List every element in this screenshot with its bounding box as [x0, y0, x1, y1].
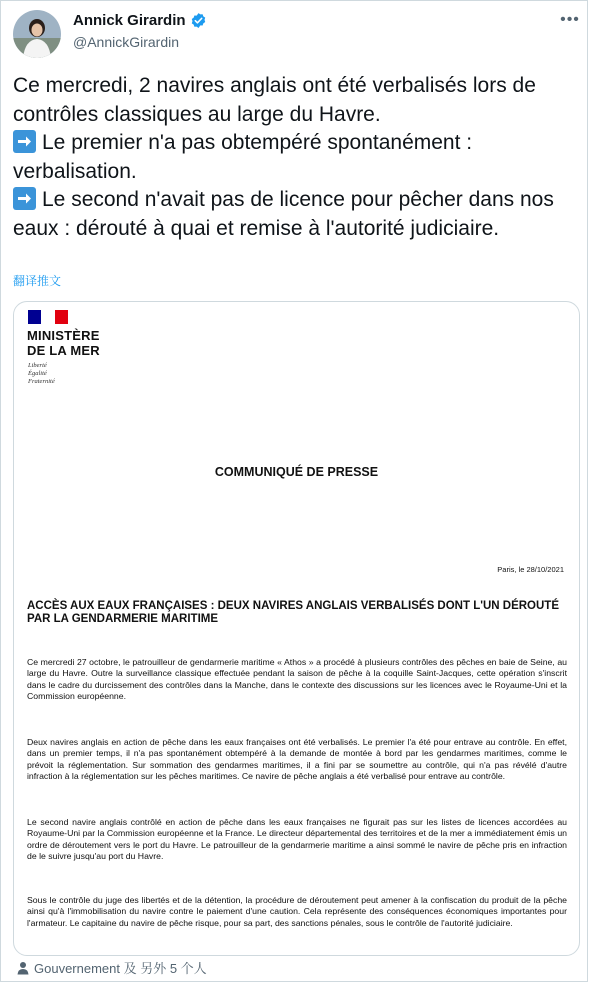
avatar-photo [13, 10, 61, 58]
document-paragraph-4: Sous le contrôle du juge des libertés et de la détention, la procédure de déroutement peut amener à la confiscation du produit de la pêche ainsi qu'à l'immobilisation du navire contre le paiement d'une caution. Cela représente des conséquences économiques importantes pour l'armateur. Le capitaine du navire de pêche risque, pour sa part, des sanctions pénales, sous le contrôle de l'autorité judiciaire. [27, 895, 567, 928]
author-name[interactable]: Annick Girardin [73, 12, 186, 29]
ministry-name [27, 328, 100, 358]
right-arrow-emoji-icon [13, 187, 36, 210]
marianne-logo [28, 310, 68, 324]
document-date: Paris, le 28/10/2021 [497, 565, 564, 574]
tagged-people-link[interactable] [16, 958, 207, 977]
tweet-line-3-text: Le second n'avait pas de licence pour pêcher dans nos eaux : dérouté à quai et remise à l'autorité judiciaire. [13, 188, 554, 240]
verified-badge-icon [190, 12, 207, 29]
motto-fraternite: Fraternité [28, 378, 55, 385]
tweet-line-1: Ce mercredi, 2 navires anglais ont été verbalisés lors de contrôles classiques au large du Havre. [13, 74, 536, 126]
document-paragraph-2: Deux navires anglais en action de pêche dans les eaux françaises ont été verbalisés. Le premier l'a été pour entrave au contrôle. En effet, dans un premier temps, il n'a pas spontanément obtempéré à la demande de montée à bord par les gendarmes maritimes, comme le prévoit la réglementation. Sur sommation des gendarmes maritimes, il a fini par se soumettre au contrôle, qui n'a pas révélé d'autre infraction à la réglementation sur les pêches maritimes. Ce navire de pêche anglais a été verbalisé pour entrave au contrôle. [27, 737, 567, 781]
ministry-line-1: MINISTÈRE [27, 328, 100, 343]
tweet-line-2-text: Le premier n'a pas obtempéré spontanément : verbalisation. [13, 131, 473, 183]
author-name-row[interactable] [73, 12, 207, 29]
tweet-text [13, 72, 579, 243]
document-paragraph-1: Ce mercredi 27 octobre, le patrouilleur de gendarmerie maritime « Athos » a procédé à plusieurs contrôles des pêches en baie de Seine, au large du Havre. Outre la surveillance classique effectuée pendant la saison de pêche à la coquille Saint-Jacques, cette opération s'inscrit dans le cadre du durcissement des contrôles dans la Manche, dans le contexte des discussions sur les licences avec le Royaume-Uni et la Commission européenne. [27, 657, 567, 701]
author-avatar[interactable] [13, 10, 61, 58]
more-options-icon[interactable]: ••• [560, 11, 580, 28]
republic-motto [28, 362, 55, 386]
motto-egalite: Égalité [28, 370, 47, 377]
tagged-people-text[interactable]: Gouvernement 及 另外 5 个人 [34, 961, 207, 976]
ministry-line-2: DE LA MER [27, 343, 100, 358]
person-icon [16, 961, 30, 975]
motto-liberte: Liberté [28, 362, 47, 369]
document-type-title: COMMUNIQUÉ DE PRESSE [214, 465, 379, 479]
document-headline: ACCÈS AUX EAUX FRANÇAISES : DEUX NAVIRES ANGLAIS VERBALISÉS DONT L'UN DÉROUTÉ PAR LA GENDARMERIE MARITIME [27, 600, 559, 625]
document-paragraph-3: Le second navire anglais contrôlé en action de pêche dans les eaux françaises ne figurait pas sur les listes de licences accordées au Royaume-Uni par la Commission européenne et la France. Le directeur départemental des territoires et de la mer a immédiatement émis un ordre de déroutement vers le port du Havre. Le patrouilleur de la gendarmerie maritime a ainsi sommé le navire de pêche pris en infraction de le suivre jusqu'au port du Havre. [27, 817, 567, 861]
author-handle[interactable]: @AnnickGirardin [73, 34, 180, 50]
tweet-line-2 [13, 129, 579, 186]
tweet-line-3 [13, 186, 579, 243]
attached-image[interactable] [13, 301, 580, 956]
press-release-document [14, 302, 579, 955]
translate-tweet-link[interactable]: 翻译推文 [13, 274, 62, 288]
right-arrow-emoji-icon [13, 130, 36, 153]
